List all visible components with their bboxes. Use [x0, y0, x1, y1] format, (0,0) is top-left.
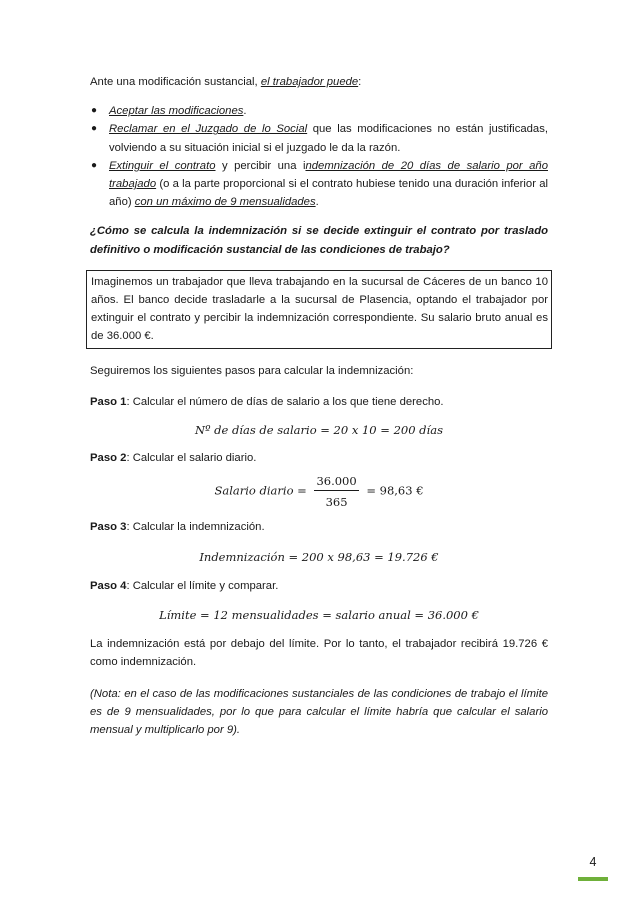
- step-label: Paso 1: [90, 395, 127, 408]
- option-text: que las modificaciones no están justificadas, volviendo a su situación inicial si el juzgado le da la razón.: [109, 123, 548, 154]
- step-text: : Calcular el límite y comparar.: [126, 579, 279, 592]
- option-text: y percibir una i: [215, 159, 306, 172]
- option-maximum: con un máximo de 9 mensualidades: [134, 196, 316, 209]
- intro-colon: :: [358, 76, 362, 88]
- step-label: Paso 4: [90, 579, 127, 592]
- fraction: [314, 473, 358, 510]
- option-text: (o a la parte proporcional si el contrato hubiese tenido una duración inferior al año): [109, 178, 548, 209]
- step-4: [90, 577, 548, 595]
- page-content: [90, 73, 548, 739]
- fraction-numerator: 36.000: [314, 473, 358, 491]
- step-text: : Calcular el salario diario.: [126, 452, 257, 465]
- intro-paragraph: [90, 73, 548, 91]
- list-item: [90, 120, 548, 156]
- option-text: .: [315, 196, 319, 209]
- page-number-underline: [578, 877, 608, 881]
- bullet-icon: ●: [91, 159, 98, 171]
- option-compensation: ndemnización de 20 días de salario por año trabajado: [109, 159, 548, 191]
- formula-days: Nº de días de salario = 20 x 10 = 200 días: [195, 423, 443, 438]
- option-text: .: [243, 105, 247, 118]
- steps-intro: Seguiremos los siguientes pasos para calcular la indemnización:: [90, 364, 414, 377]
- option-extinguish: Extinguir el contrato: [109, 159, 216, 172]
- formula-lhs: Salario diario =: [214, 483, 307, 498]
- example-box: [86, 270, 552, 349]
- step-2: [90, 449, 548, 467]
- intro-emphasis: el trabajador puede: [260, 76, 359, 88]
- formula-compensation: Indemnización = 200 x 98,63 = 19.726 €: [199, 549, 439, 564]
- intro-text: Ante una modificación sustancial,: [90, 76, 261, 88]
- formula-rhs: = 98,63 €: [366, 483, 424, 498]
- bullet-icon: ●: [91, 123, 98, 135]
- step-3: [90, 518, 548, 536]
- options-list: [90, 102, 548, 211]
- note-paragraph: (Nota: en el caso de las modificaciones sustanciales de las condiciones de trabajo el límite es de 9 mensualidades, por lo que para calcular el límite habría que calcular el salario mensual y multiplicarlo por 9).: [90, 687, 548, 737]
- formula-limit: Límite = 12 mensualidades = salario anual = 36.000 €: [159, 608, 479, 623]
- fraction-denominator: 365: [325, 495, 348, 510]
- formula-daily-salary: [90, 473, 548, 510]
- step-1: [90, 393, 548, 411]
- page-number: 4: [589, 855, 597, 869]
- step-text: : Calcular la indemnización.: [126, 521, 265, 534]
- conclusion-paragraph: La indemnización está por debajo del límite. Por lo tanto, el trabajador recibirá 19.726 € como indemnización.: [90, 638, 548, 669]
- step-label: Paso 2: [90, 452, 127, 465]
- step-text: : Calcular el número de días de salario a los que tiene derecho.: [126, 395, 444, 408]
- example-text: Imaginemos un trabajador que lleva trabajando en la sucursal de Cáceres de un banco 10 años. El banco decide trasladarle a la sucursal de Plasencia, optando el trabajador por extinguir el contrato y percibir la indemnización correspondiente. Su salario bruto anual es de 36.000 €.: [91, 275, 548, 343]
- bullet-icon: ●: [91, 105, 98, 117]
- list-item: [90, 157, 548, 212]
- question-heading: ¿Cómo se calcula la indemnización si se decide extinguir el contrato por traslado definitivo o modificación sustancial de las condiciones de trabajo?: [90, 225, 548, 256]
- option-accept: Aceptar las modificaciones: [109, 105, 244, 118]
- option-claim: Reclamar en el Juzgado de lo Social: [109, 123, 308, 136]
- list-item: [90, 102, 548, 120]
- step-label: Paso 3: [90, 521, 127, 534]
